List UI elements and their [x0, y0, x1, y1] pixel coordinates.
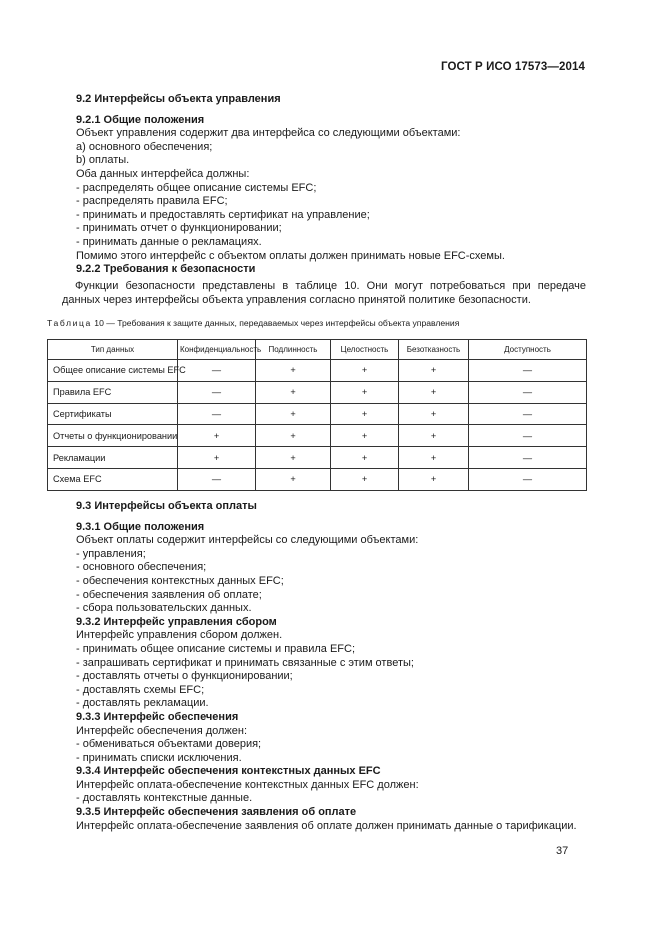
- list-item: a) основного обеспечения;: [76, 140, 213, 153]
- page-number: 37: [556, 845, 569, 857]
- list-item: - запрашивать сертификат и принимать связанные с этим ответы;: [76, 656, 414, 669]
- table-caption-text: 10 — Требования к защите данных, передаваемых через интерфейсы объекта управления: [94, 318, 460, 328]
- text-line: Интерфейс обеспечения должен:: [76, 724, 248, 737]
- table-cell: +: [399, 447, 469, 469]
- table-cell: —: [178, 403, 256, 425]
- section-9-2: [76, 93, 586, 277]
- column-header: Безотказность: [399, 340, 469, 360]
- subsection-9-3-1-title: 9.3.1 Общие положения: [76, 520, 205, 533]
- text-line: Помимо этого интерфейс с объектом оплаты должен принимать новые EFC-схемы.: [76, 249, 505, 262]
- list-item: - обмениваться объектами доверия;: [76, 738, 262, 751]
- table-cell: +: [331, 403, 399, 425]
- list-item: - доставлять рекламации.: [76, 697, 209, 710]
- table-cell: +: [256, 468, 331, 490]
- table-cell: —: [178, 360, 256, 382]
- text-line: Оба данных интерфейса должны:: [76, 167, 250, 180]
- list-item: - основного обеспечения;: [76, 561, 207, 574]
- table-cell: +: [256, 381, 331, 403]
- security-paragraph: Функции безопасности представлены в таблице 10. Они могут потребоваться при передаче данных через интерфейсы объекта управления согласно принятой политике безопасности.: [62, 280, 586, 306]
- list-item: - доставлять схемы EFC;: [76, 683, 205, 696]
- list-item: - обеспечения заявления об оплате;: [76, 588, 262, 601]
- list-item: - принимать данные о рекламациях.: [76, 235, 262, 248]
- list-item: - принимать отчет о функционировании;: [76, 222, 282, 235]
- table-cell: +: [256, 425, 331, 447]
- list-item: - доставлять контекстные данные.: [76, 792, 253, 805]
- subsection-9-3-3-title: 9.3.3 Интерфейс обеспечения: [76, 710, 239, 723]
- list-item: - управления;: [76, 547, 146, 560]
- security-requirements-table: [47, 339, 587, 491]
- list-item: - распределять правила EFC;: [76, 195, 228, 208]
- table-cell: —: [469, 447, 587, 469]
- list-item: - принимать списки исключения.: [76, 751, 242, 764]
- column-header: Тип данных: [48, 340, 178, 360]
- table-row: [48, 447, 587, 469]
- table-cell: Рекламации: [48, 447, 178, 469]
- list-item: b) оплаты.: [76, 154, 130, 167]
- column-header: Подлинность: [256, 340, 331, 360]
- text-line: Интерфейс управления сбором должен.: [76, 629, 283, 642]
- table-cell: —: [469, 381, 587, 403]
- column-header: Конфиденциальность: [178, 340, 256, 360]
- table-cell: +: [331, 425, 399, 447]
- list-item: - сбора пользовательских данных.: [76, 602, 252, 615]
- table-row: [48, 403, 587, 425]
- subsection-9-3-4-title: 9.3.4 Интерфейс обеспечения контекстных данных EFC: [76, 765, 381, 778]
- text-line: Объект управления содержит два интерфейса со следующими объектами:: [76, 127, 461, 140]
- table-cell: +: [399, 468, 469, 490]
- table-cell: +: [256, 360, 331, 382]
- table-cell: +: [178, 425, 256, 447]
- table-cell: —: [178, 381, 256, 403]
- list-item: - принимать и предоставлять сертификат на управление;: [76, 208, 370, 221]
- section-9-3-title: 9.3 Интерфейсы объекта оплаты: [76, 500, 257, 512]
- table-cell: +: [178, 447, 256, 469]
- column-header: Целостность: [331, 340, 399, 360]
- table-caption-prefix: Таблица: [47, 318, 92, 328]
- subsection-9-2-1-title: 9.2.1 Общие положения: [76, 113, 205, 126]
- table-cell: —: [469, 468, 587, 490]
- subsection-9-2-2-title: 9.2.2 Требования к безопасности: [76, 263, 256, 276]
- section-9-2-title: 9.2 Интерфейсы объекта управления: [76, 93, 281, 105]
- security-paragraph-wrap: [62, 280, 586, 307]
- table-header-row: [48, 340, 587, 360]
- table-cell: +: [331, 468, 399, 490]
- column-header: Доступность: [469, 340, 587, 360]
- table-cell: +: [399, 381, 469, 403]
- table-cell: +: [399, 425, 469, 447]
- table-cell: Отчеты о функционировании: [48, 425, 178, 447]
- text-line: Объект оплаты содержит интерфейсы со следующими объектами:: [76, 534, 419, 547]
- document-code-header: ГОСТ Р ИСО 17573—2014: [440, 61, 585, 73]
- table-row: [48, 468, 587, 490]
- table-cell: —: [469, 360, 587, 382]
- table-cell: +: [331, 381, 399, 403]
- text-line: Интерфейс оплата-обеспечение заявления об оплате должен принимать данные о тарификации.: [76, 819, 577, 832]
- list-item: - доставлять отчеты о функционировании;: [76, 670, 293, 683]
- table-cell: +: [256, 403, 331, 425]
- table-10-caption: [47, 318, 607, 328]
- list-item: - принимать общее описание системы и правила EFC;: [76, 642, 356, 655]
- section-9-3: [76, 500, 586, 833]
- table-cell: +: [399, 403, 469, 425]
- table-cell: Правила EFC: [48, 381, 178, 403]
- subsection-9-3-5-title: 9.3.5 Интерфейс обеспечения заявления об оплате: [76, 806, 357, 819]
- table-row: [48, 360, 587, 382]
- table-cell: +: [256, 447, 331, 469]
- table-cell: —: [178, 468, 256, 490]
- table-cell: +: [331, 360, 399, 382]
- list-item: - обеспечения контекстных данных EFC;: [76, 574, 284, 587]
- table-cell: Общее описание системы EFC: [48, 360, 178, 382]
- text-line: Интерфейс оплата-обеспечение контекстных данных EFC должен:: [76, 778, 419, 791]
- table-cell: —: [469, 425, 587, 447]
- table-cell: +: [399, 360, 469, 382]
- subsection-9-3-2-title: 9.3.2 Интерфейс управления сбором: [76, 615, 277, 628]
- table-cell: +: [331, 447, 399, 469]
- table-row: [48, 381, 587, 403]
- table-cell: Сертификаты: [48, 403, 178, 425]
- list-item: - распределять общее описание системы EFC;: [76, 181, 317, 194]
- table-cell: —: [469, 403, 587, 425]
- table-row: [48, 425, 587, 447]
- table-cell: Схема EFC: [48, 468, 178, 490]
